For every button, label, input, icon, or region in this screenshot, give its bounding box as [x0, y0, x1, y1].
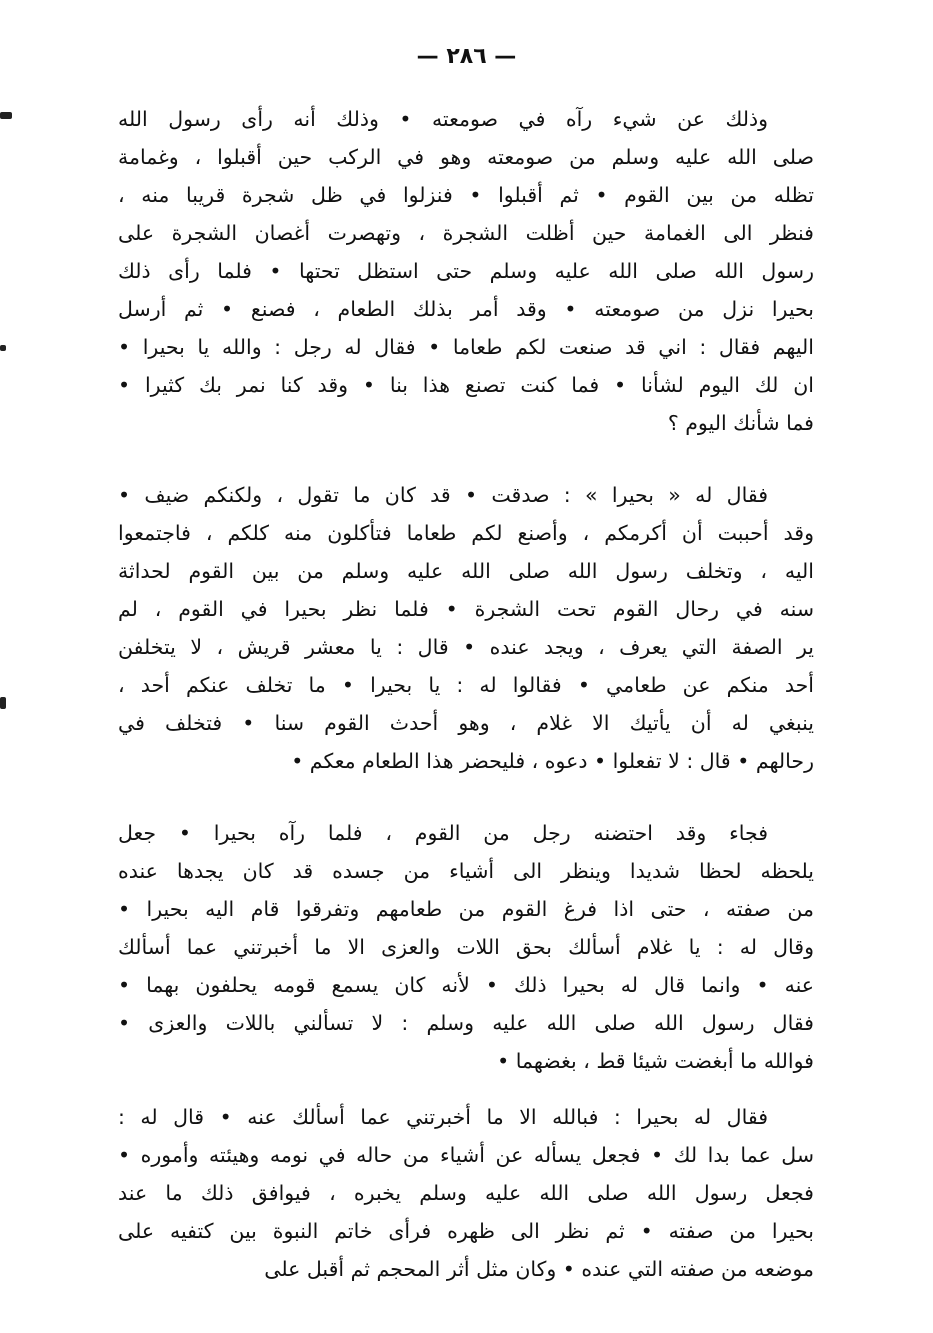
- paragraph: [118, 100, 814, 442]
- text-line: فوالله ما أبغضت شيئا قط ، بغضهما •: [497, 1049, 814, 1073]
- text-line: موضعه من صفته التي عنده • وكان مثل أثر المحجم ثم أقبل على: [264, 1257, 814, 1281]
- text-line: صلى الله عليه وسلم من صومعته وهو في الركب حين أقبلوا ، وغمامة: [118, 145, 814, 169]
- text-line: ان لك اليوم لشأنا • فما كنت تصنع هذا بنا • وقد كنا نمر بك كثيرا •: [118, 373, 814, 397]
- text-body: [118, 100, 814, 1288]
- page-number: — ٢٨٦ —: [416, 44, 517, 69]
- text-line: فقال له « بحيرا » : صدقت • قد كان ما تقول ، ولكنكم ضيف •: [118, 483, 768, 507]
- paragraph-gap: [118, 442, 814, 476]
- paragraph-gap: [118, 780, 814, 814]
- text-line: اليه ، وتخلف رسول الله صلى الله عليه وسلم من بين القوم لحداثة: [118, 559, 814, 583]
- text-line: سنه في رحال القوم تحت الشجرة • فلما نظر بحيرا في القوم ، لم: [118, 597, 814, 621]
- paragraph-gap: [118, 1080, 814, 1098]
- text-line: رحالهم • قال : لا تفعلوا • دعوه ، فليحضر هذا الطعام معكم •: [291, 749, 814, 773]
- text-line: وقد أحببت أن أكرمكم ، وأصنع لكم طعاما فتأكلون منه كلكم ، فاجتمعوا: [118, 521, 814, 545]
- paragraph: [118, 476, 814, 780]
- text-line: ينبغي له أن يأتيك الا غلام ، وهو أحدث القوم سنا • فتخلف في: [118, 711, 814, 735]
- text-line: بحيرا من صفته • ثم نظر الى ظهره فرأى خاتم النبوة بين كتفيه على: [118, 1219, 814, 1243]
- text-line: فما شأنك اليوم ؟: [667, 411, 814, 435]
- scan-speck: [0, 112, 12, 119]
- text-line: فجعل رسول الله صلى الله عليه وسلم يخبره ، فيوافق ذلك ما عند: [118, 1181, 814, 1205]
- text-line: فجاء وقد احتضنه رجل من القوم ، فلما رآه بحيرا • جعل: [118, 821, 768, 845]
- scan-speck: [0, 697, 6, 709]
- text-line: أحد منكم عن طعامي • فقالوا له : يا بحيرا • ما تخلف عنكم أحد ،: [118, 673, 814, 697]
- text-line: وذلك عن شيء رآه في صومعته • وذلك أنه رأى رسول الله: [118, 107, 768, 131]
- text-line: ير الصفة التي يعرف ، ويجد عنده • قال : يا معشر قريش ، لا يتخلفن: [118, 635, 814, 659]
- text-line: عنه • وانما قال له بحيرا ذلك • لأنه كان يسمع قومه يحلفون بهما •: [118, 973, 814, 997]
- text-line: وقال له : يا غلام أسألك بحق اللات والعزى الا ما أخبرتني عما أسألك: [118, 935, 814, 959]
- text-line: تظله من بين القوم • ثم أقبلوا • فنزلوا في ظل شجرة قريبا منه ،: [118, 183, 814, 207]
- text-line: من صفته ، حتى اذا فرغ القوم من طعامهم وتفرقوا قام اليه بحيرا •: [118, 897, 814, 921]
- text-line: اليهم فقال : اني قد صنعت لكم طعاما • فقال له رجل : والله يا بحيرا •: [118, 335, 814, 359]
- scan-speck: [0, 345, 6, 351]
- text-line: يلحظه لحظا شديدا وينظر الى أشياء من جسده قد كان يجدها عنده: [118, 859, 814, 883]
- text-line: رسول الله صلى الله عليه وسلم حتى استظل تحتها • فلما رأى ذلك: [118, 259, 814, 283]
- text-line: فقال رسول الله صلى الله عليه وسلم : لا تسألني باللات والعزى •: [118, 1011, 814, 1035]
- paragraph: [118, 1098, 814, 1288]
- text-line: بحيرا نزل من صومعته • وقد أمر بذلك الطعام ، فصنع • ثم أرسل: [118, 297, 814, 321]
- text-line: فنظر الى الغمامة حين أظلت الشجرة ، وتهصرت أغصان الشجرة على: [118, 221, 814, 245]
- paragraph: [118, 814, 814, 1080]
- text-line: سل عما بدا لك • فجعل يسأله عن أشياء من حاله في نومه وهيئته وأموره •: [118, 1143, 814, 1167]
- text-line: فقال له بحيرا : فبالله الا ما أخبرتني عما أسألك عنه • قال له :: [118, 1105, 768, 1129]
